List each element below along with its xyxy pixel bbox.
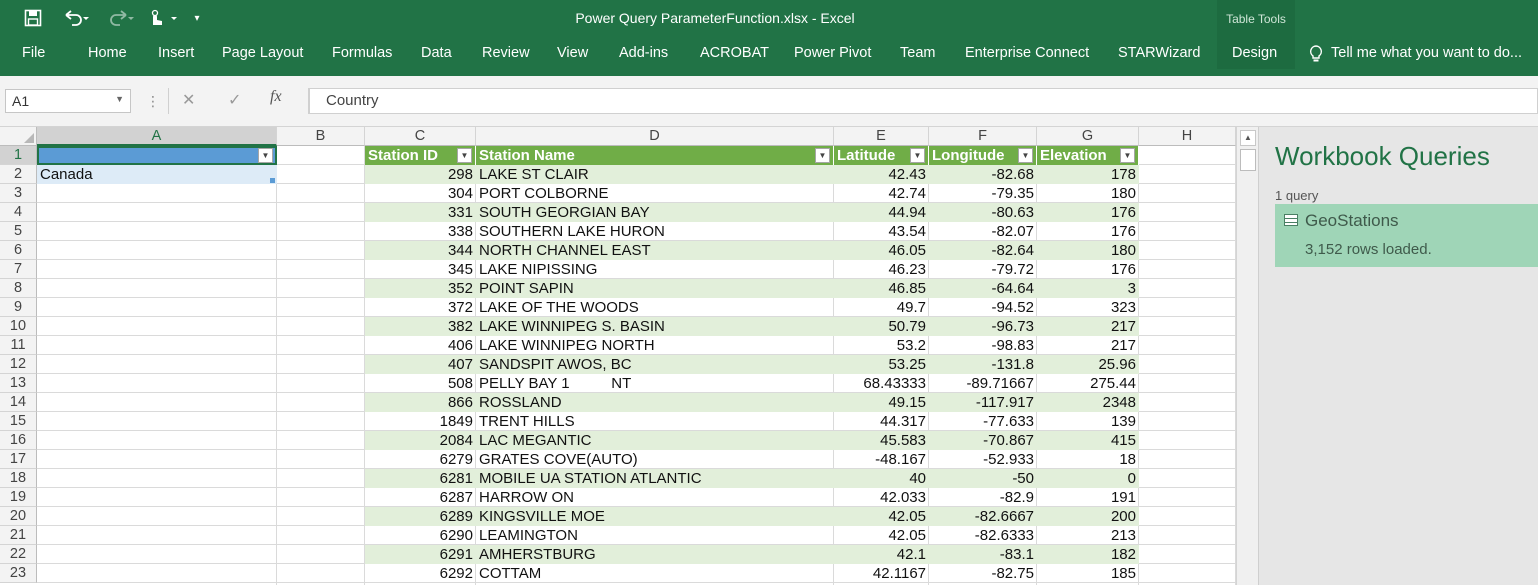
table-cell-longitude[interactable]: -94.52 [991,299,1034,316]
query-count: 1 query [1275,188,1319,203]
tab-file[interactable]: File [22,45,46,61]
tab-design[interactable]: Design [1232,45,1278,61]
table-cell-latitude[interactable]: 44.317 [880,413,926,430]
table-cell-longitude[interactable]: -52.933 [983,451,1034,468]
table-cell-latitude[interactable]: -48.167 [875,451,926,468]
name-box[interactable] [5,89,131,113]
table-cell-elevation[interactable]: 139 [1110,413,1136,430]
table-cell-station-name[interactable]: HARROW ON [479,489,574,506]
table-cell-latitude[interactable]: 53.25 [834,355,929,374]
table-cell-longitude[interactable]: -79.72 [991,261,1034,278]
table-cell-station-id[interactable]: 338 [447,223,473,240]
column-header-c[interactable]: C [365,127,476,146]
filter-dropdown-icon[interactable]: ▼ [258,148,273,163]
table-cell-station-id[interactable]: 6287 [439,489,473,506]
table-cell-elevation[interactable]: 415 [1037,431,1139,450]
column-header-f[interactable]: F [929,127,1037,146]
lightbulb-icon[interactable] [1308,42,1324,66]
table-cell-station-name[interactable]: LAKE OF THE WOODS [479,299,639,316]
table-cell-station-name[interactable]: KINGSVILLE MOE [476,507,834,526]
column-header-e[interactable]: E [834,127,929,146]
table-cell-station-id[interactable]: 406 [447,337,473,354]
table-cell-station-id[interactable]: 352 [365,279,476,298]
table-cell-station-id[interactable]: 298 [365,165,476,184]
table-cell-station-id[interactable]: 304 [447,185,473,202]
row-header[interactable]: 2 [0,165,37,184]
filter-dropdown-icon[interactable]: ▼ [457,148,472,163]
table-cell-longitude[interactable]: -82.6667 [929,507,1037,526]
table-cell-station-id[interactable]: 866 [365,393,476,412]
table-cell-station-id[interactable]: 344 [365,241,476,260]
table-cell-station-id[interactable]: 6290 [439,527,473,544]
table-cell-station-name[interactable]: TRENT HILLS [479,413,575,430]
query-status: 3,152 rows loaded. [1305,241,1432,258]
tab-power-pivot[interactable]: Power Pivot [794,45,872,61]
column-header-g[interactable]: G [1037,127,1139,146]
table-cell-station-name[interactable]: SOUTHERN LAKE HURON [479,223,665,240]
table-cell-elevation[interactable]: 178 [1037,165,1139,184]
row-header[interactable]: 22 [0,545,37,564]
table-cell-elevation[interactable]: 217 [1110,337,1136,354]
table-header-station-name[interactable]: Station Name [476,146,834,165]
table-cell-latitude[interactable]: 42.05 [888,527,926,544]
table-cell-station-id[interactable]: 6289 [365,507,476,526]
table-cell-latitude[interactable]: 44.94 [834,203,929,222]
row-header[interactable]: 17 [0,450,37,469]
table-header-station-id[interactable]: Station ID [365,146,476,165]
table-cell-longitude[interactable]: -82.07 [991,223,1034,240]
column-header-b[interactable]: B [277,127,365,146]
filter-dropdown-icon[interactable]: ▼ [1120,148,1135,163]
table-cell-station-name[interactable]: MOBILE UA STATION ATLANTIC [476,469,834,488]
query-item-geostations[interactable] [1275,204,1538,267]
row-header[interactable]: 19 [0,488,37,507]
table-header-latitude[interactable]: Latitude [834,146,929,165]
table-cell-longitude[interactable]: -117.917 [929,393,1037,412]
row-header[interactable]: 11 [0,336,37,355]
row-header[interactable]: 15 [0,412,37,431]
table-cell-longitude[interactable]: -82.75 [991,565,1034,582]
table-cell-station-name[interactable]: PELLY BAY 1 NT [479,375,632,392]
column-header-a[interactable]: A [37,127,277,146]
table-cell-station-id[interactable]: 6279 [439,451,473,468]
table-cell-longitude[interactable]: -70.867 [929,431,1037,450]
table-cell-latitude[interactable]: 45.583 [834,431,929,450]
table-cell-longitude[interactable]: -89.71667 [966,375,1034,392]
table-cell-longitude[interactable]: -82.68 [929,165,1037,184]
table-cell-station-name[interactable]: LAKE WINNIPEG NORTH [479,337,655,354]
table-cell-latitude[interactable]: 40 [834,469,929,488]
tab-add-ins[interactable]: Add-ins [619,45,669,61]
table-cell-latitude[interactable]: 42.033 [880,489,926,506]
table-header-elevation[interactable]: Elevation [1037,146,1139,165]
tab-review[interactable]: Review [482,45,530,61]
table-cell-elevation[interactable]: 25.96 [1037,355,1139,374]
table-cell-latitude[interactable]: 42.43 [834,165,929,184]
row-header[interactable]: 18 [0,469,37,488]
table-cell-elevation[interactable]: 217 [1037,317,1139,336]
name-box-value: A1 [12,93,30,109]
tab-starwizard[interactable]: STARWizard [1118,45,1201,61]
table-cell-longitude[interactable]: -80.63 [929,203,1037,222]
table-cell-station-name[interactable]: LAKE WINNIPEG S. BASIN [476,317,834,336]
customize-qat-icon[interactable]: ▾ [194,12,200,24]
workbook-queries-title: Workbook Queries [1275,141,1490,171]
tab-enterprise-connect[interactable]: Enterprise Connect [965,45,1090,61]
insert-function-icon[interactable]: fx [270,88,282,105]
row-header[interactable]: 4 [0,203,37,222]
table-cell-latitude[interactable]: 46.23 [888,261,926,278]
table-cell-elevation[interactable]: 323 [1110,299,1136,316]
table-cell-elevation[interactable]: 275.44 [1090,375,1136,392]
table-cell-latitude[interactable]: 42.1167 [872,565,926,582]
table-cell-station-name[interactable]: COTTAM [479,565,542,582]
tell-me-search[interactable]: Tell me what you want to do... [1331,45,1523,61]
table-cell-station-id[interactable]: 331 [365,203,476,222]
table-cell-longitude[interactable]: -131.8 [929,355,1037,374]
table-cell-station-name[interactable]: LAKE NIPISSING [479,261,598,278]
table-cell-elevation[interactable]: 182 [1037,545,1139,564]
scrollbar-thumb[interactable] [1240,149,1256,171]
table-cell-station-name[interactable]: SOUTH GEORGIAN BAY [476,203,834,222]
select-all-triangle-icon [24,133,34,143]
worksheet-grid[interactable] [0,127,1236,585]
table-cell-elevation[interactable]: 0 [1037,469,1139,488]
table-cell-longitude[interactable]: -79.35 [991,185,1034,202]
table-cell-longitude[interactable]: -64.64 [929,279,1037,298]
table-cell-longitude[interactable]: -96.73 [929,317,1037,336]
table-cell-latitude[interactable]: 42.1 [834,545,929,564]
column-header-h[interactable]: H [1139,127,1236,146]
filter-dropdown-icon[interactable]: ▼ [910,148,925,163]
table-cell-elevation[interactable]: 2348 [1037,393,1139,412]
table-cell-longitude[interactable]: -50 [929,469,1037,488]
table-cell-station-name[interactable]: SANDSPIT AWOS, BC [476,355,834,374]
table-cell-station-id[interactable]: 372 [447,299,473,316]
row-header[interactable]: 10 [0,317,37,336]
table-cell-station-id[interactable]: 382 [365,317,476,336]
table-cell-elevation[interactable]: 3 [1037,279,1139,298]
row-header[interactable]: 16 [0,431,37,450]
query-name: GeoStations [1305,211,1399,230]
row-header[interactable]: 13 [0,374,37,393]
table-cell-station-name[interactable]: LAC MEGANTIC [476,431,834,450]
tab-view[interactable]: View [557,45,589,61]
row-header[interactable]: 9 [0,298,37,317]
table-cell-elevation[interactable]: 180 [1110,185,1136,202]
table-cell-station-name[interactable]: GRATES COVE(AUTO) [479,451,638,468]
table-cell-elevation[interactable]: 185 [1110,565,1136,582]
table-cell-station-id[interactable]: 407 [365,355,476,374]
row-header[interactable]: 5 [0,222,37,241]
table-cell-station-id[interactable]: 345 [447,261,473,278]
table-cell-latitude[interactable]: 43.54 [888,223,926,240]
tab-formulas[interactable]: Formulas [332,45,393,61]
row-header[interactable]: 12 [0,355,37,374]
table-cell-station-id[interactable]: 6292 [439,565,473,582]
row-header[interactable]: 6 [0,241,37,260]
chevron-down-icon[interactable]: ▼ [115,94,124,104]
table-cell-longitude[interactable]: -83.1 [929,545,1037,564]
title-bar [0,0,1538,38]
table-cell-longitude[interactable]: -82.64 [929,241,1037,260]
table-cell-station-name[interactable]: AMHERSTBURG [476,545,834,564]
table-cell-station-id[interactable]: 2084 [365,431,476,450]
table-cell-latitude[interactable]: 42.05 [834,507,929,526]
table-cell-elevation[interactable]: 180 [1037,241,1139,260]
table-cell-latitude[interactable]: 49.7 [896,299,926,316]
table-cell-elevation[interactable]: 176 [1037,203,1139,222]
tab-team[interactable]: Team [900,45,936,61]
gridline-vertical [276,146,277,585]
table-cell-station-name[interactable]: PORT COLBORNE [479,185,609,202]
table-cell-longitude[interactable]: -82.6333 [974,527,1034,544]
table-cell-station-name[interactable]: ROSSLAND [476,393,834,412]
table-cell-latitude[interactable]: 68.43333 [863,375,926,392]
row-header[interactable]: 3 [0,184,37,203]
cancel-icon[interactable]: ✕ [182,92,196,109]
tab-insert[interactable]: Insert [158,45,195,61]
tab-data[interactable]: Data [421,45,452,61]
table-cell-latitude[interactable]: 42.74 [888,185,926,202]
table-cell-station-name[interactable]: NORTH CHANNEL EAST [476,241,834,260]
table-cell-longitude[interactable]: -98.83 [991,337,1034,354]
table-cell-station-id[interactable]: 508 [447,375,473,392]
table-cell-elevation[interactable]: 191 [1110,489,1136,506]
tab-design-container [1217,38,1295,69]
workbook-queries-pane [1258,127,1538,585]
ribbon-tabs [0,38,1538,76]
document-title: Power Query ParameterFunction.xlsx - Excel [575,10,855,26]
table-icon [1284,214,1298,226]
row-header[interactable]: 14 [0,393,37,412]
table-cell-elevation[interactable]: 176 [1110,261,1136,278]
table-tools-group: Table Tools [1217,0,1295,38]
row-header[interactable]: 20 [0,507,37,526]
table-cell-station-id[interactable]: 1849 [439,413,473,430]
row-header[interactable]: 21 [0,526,37,545]
table-header-longitude[interactable]: Longitude [929,146,1037,165]
table-cell-station-id[interactable]: 6281 [365,469,476,488]
table-cell-station-name[interactable]: LEAMINGTON [479,527,578,544]
table-cell-station-name[interactable]: POINT SAPIN [476,279,834,298]
param-table-value[interactable]: Canada [37,165,277,184]
formula-bar-grip-icon[interactable]: ⋮ [146,93,160,109]
row-header[interactable]: 23 [0,564,37,583]
formula-input[interactable]: Country [309,88,1538,114]
table-cell-station-id[interactable]: 6291 [365,545,476,564]
param-table-header[interactable] [37,146,277,165]
column-header-d[interactable]: D [476,127,834,146]
filter-dropdown-icon[interactable]: ▼ [1018,148,1033,163]
formula-bar [0,76,1538,127]
table-cell-station-name[interactable]: LAKE ST CLAIR [476,165,834,184]
table-cell-latitude[interactable]: 46.05 [834,241,929,260]
table-cell-elevation[interactable]: 18 [1119,451,1136,468]
table-cell-latitude[interactable]: 49.15 [834,393,929,412]
tab-home[interactable]: Home [88,45,127,61]
vertical-scrollbar[interactable] [1236,127,1258,585]
table-cell-longitude[interactable]: -82.9 [999,489,1034,506]
table-resize-handle[interactable] [270,178,275,183]
tab-page-layout[interactable]: Page Layout [222,45,304,61]
scroll-up-icon[interactable]: ▲ [1240,130,1256,146]
tab-acrobat[interactable]: ACROBAT [700,45,770,61]
row-header[interactable]: 8 [0,279,37,298]
table-cell-elevation[interactable]: 200 [1037,507,1139,526]
enter-icon[interactable]: ✓ [228,92,242,109]
row-header[interactable]: 1 [0,146,37,165]
select-all-button[interactable] [0,127,37,146]
table-cell-elevation[interactable]: 176 [1110,223,1136,240]
table-cell-latitude[interactable]: 46.85 [834,279,929,298]
table-cell-latitude[interactable]: 53.2 [896,337,926,354]
table-cell-latitude[interactable]: 50.79 [834,317,929,336]
table-cell-elevation[interactable]: 213 [1110,527,1136,544]
table-cell-longitude[interactable]: -77.633 [983,413,1034,430]
row-header[interactable]: 7 [0,260,37,279]
filter-dropdown-icon[interactable]: ▼ [815,148,830,163]
